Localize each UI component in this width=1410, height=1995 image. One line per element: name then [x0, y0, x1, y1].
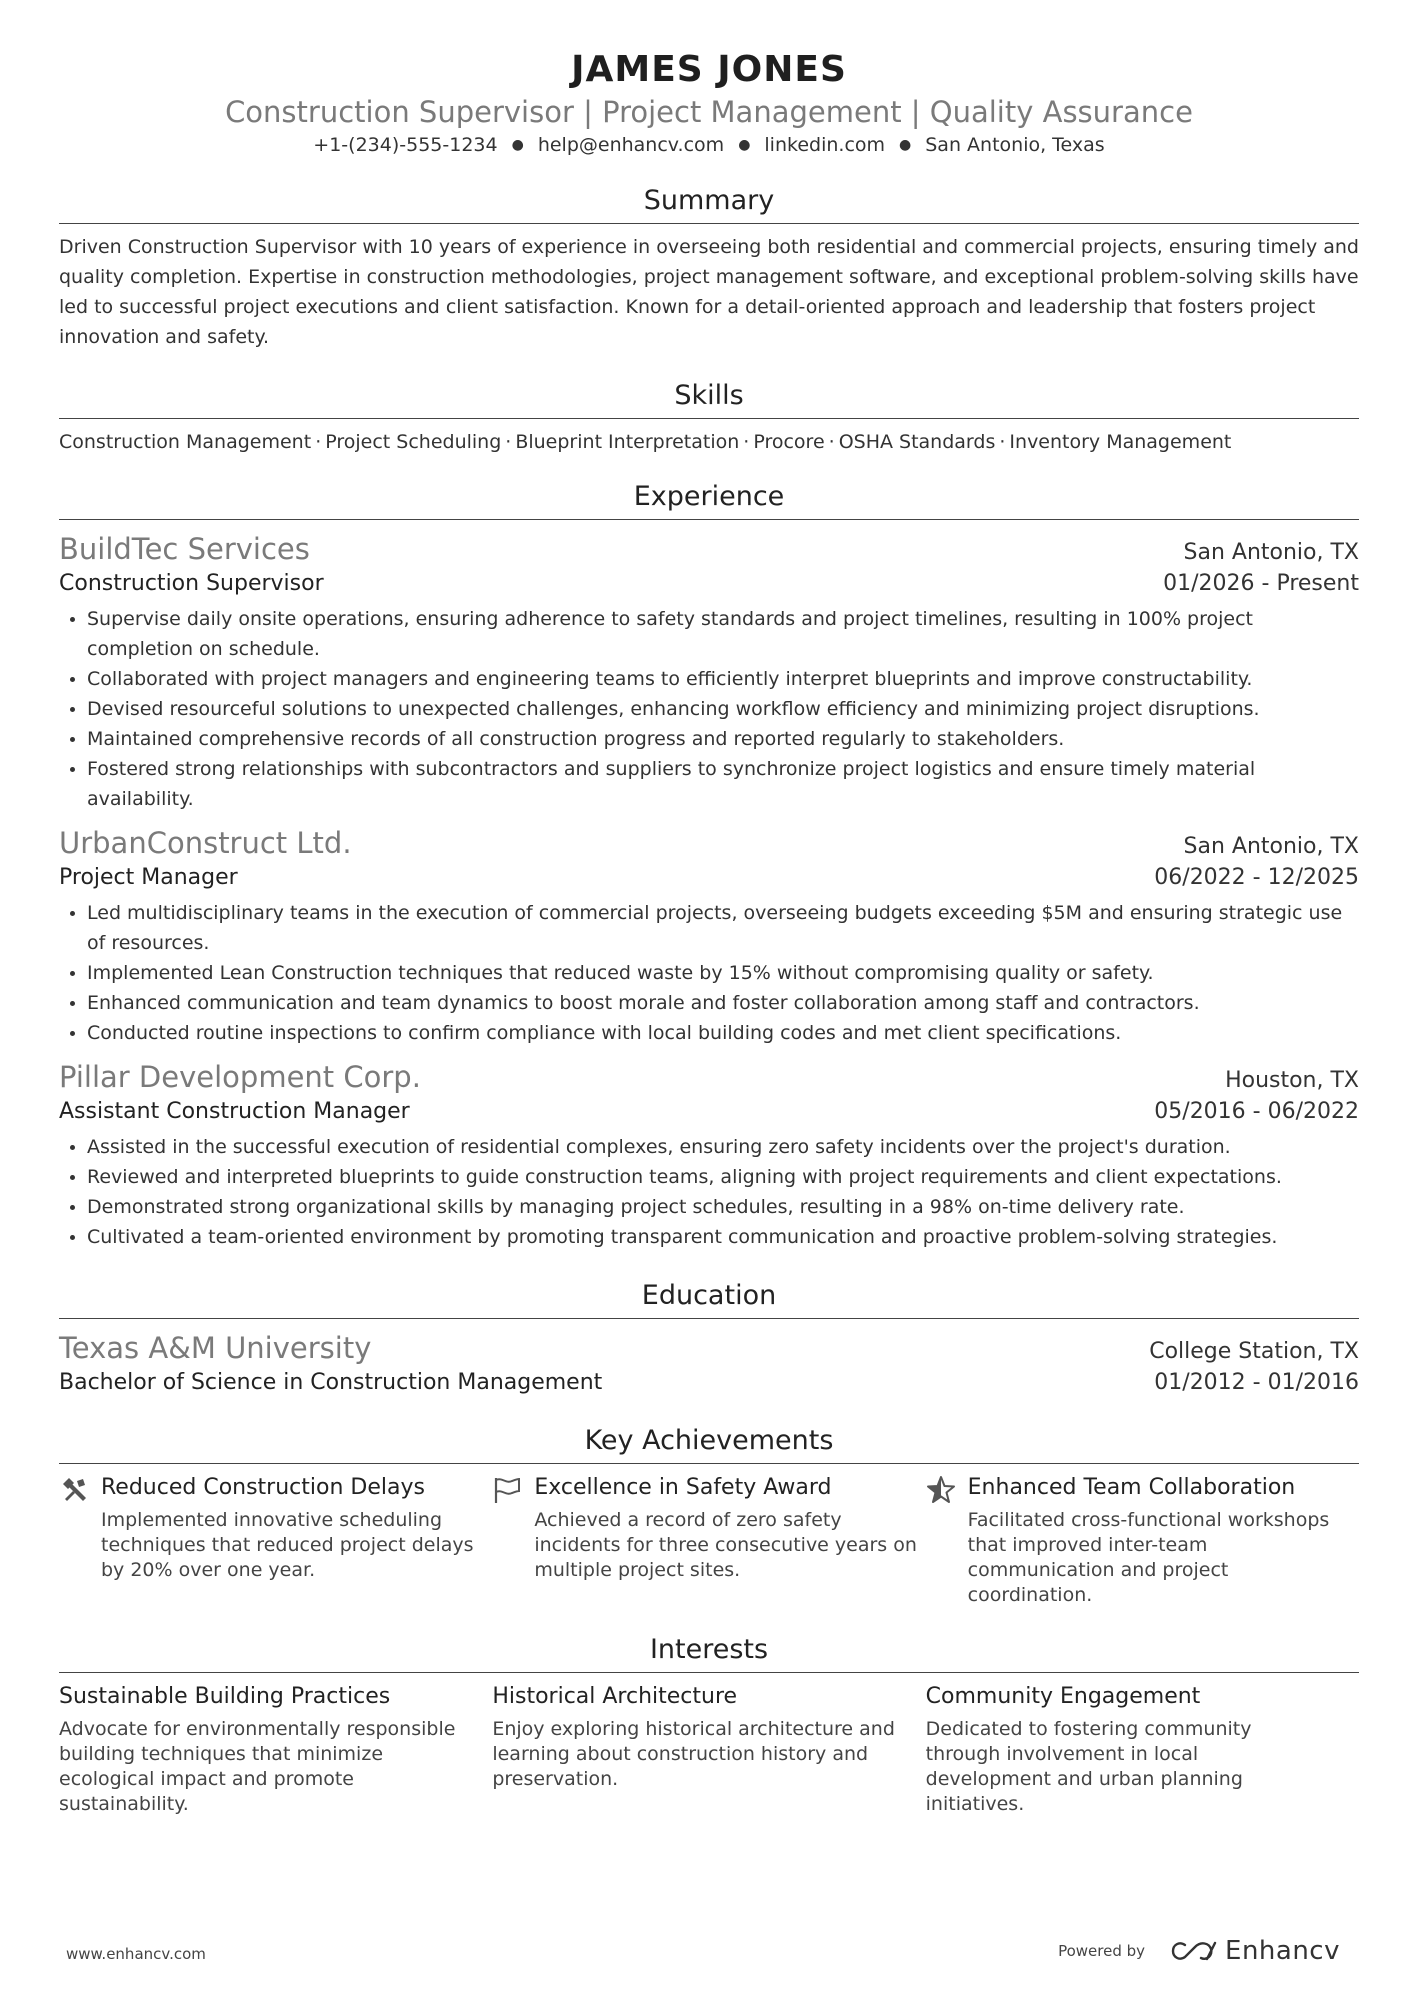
company-name: BuildTec Services [59, 532, 310, 566]
job-role: Project Manager [59, 865, 238, 890]
job-bullet: • Demonstrated strong organizational skills by managing project schedules, resulting in a 98% on-time delivery rate. [87, 1192, 1359, 1222]
job-dates: 06/2022 - 12/2025 [1154, 865, 1359, 890]
summary-text: Driven Construction Supervisor with 10 years of experience in overseeing both residential and commercial projects, ensuring timely and quality completion. Expertise in construction methodologies, project management software, and exceptional problem-solving skills have led to successful project executions and client satisfaction. Known for a detail-oriented approach and leadership that fosters project innovation and safety. [59, 236, 1359, 348]
footer-branding[interactable] [1058, 1936, 1340, 1966]
skill-item: Project Scheduling [325, 431, 502, 453]
job-entry [59, 530, 1359, 814]
skill-item: Blueprint Interpretation [515, 431, 740, 453]
achievement-item [926, 1472, 1359, 1608]
skill-item: OSHA Standards [838, 431, 996, 453]
experience-title: Experience [59, 479, 1359, 520]
education-dates: 01/2012 - 01/2016 [1154, 1370, 1359, 1395]
achievements-section [59, 1423, 1359, 1608]
achievement-title: Enhanced Team Collaboration [967, 1475, 1296, 1500]
job-bullet: • Led multidisciplinary teams in the execution of commercial projects, overseeing budgets exceeding $5M and ensuring strategic use of resources. [87, 898, 1359, 958]
skills-list [59, 427, 1359, 457]
skill-item: Construction Management [59, 431, 312, 453]
achievement-title: Reduced Construction Delays [101, 1475, 425, 1500]
job-role: Assistant Construction Manager [59, 1099, 410, 1124]
achievements-title: Key Achievements [59, 1423, 1359, 1464]
job-bullet: • Conducted routine inspections to confirm compliance with local building codes and met client specifications. [87, 1018, 1359, 1048]
separator-dot: ● [738, 137, 751, 153]
skills-title: Skills [59, 378, 1359, 419]
flag-icon [492, 1475, 522, 1505]
achievement-title: Excellence in Safety Award [534, 1475, 832, 1500]
email[interactable]: help@enhancv.com [537, 134, 725, 156]
candidate-subtitle: Construction Supervisor | Project Management | Quality Assurance [225, 95, 1193, 129]
skills-section [59, 378, 1359, 457]
interest-item [59, 1681, 492, 1817]
degree: Bachelor of Science in Construction Management [59, 1370, 603, 1395]
summary-title: Summary [59, 183, 1359, 224]
job-dates: 01/2026 - Present [1163, 571, 1359, 596]
star-icon [926, 1475, 956, 1505]
job-entry [59, 824, 1359, 1048]
skill-item: Procore [753, 431, 825, 453]
achievement-item [59, 1472, 492, 1608]
interest-desc: Dedicated to fostering community through involvement in local development and urban planning initiatives. [925, 1718, 1252, 1815]
interest-title: Community Engagement [925, 1684, 1201, 1709]
achievement-desc: Achieved a record of zero safety incidents for three consecutive years on multiple project sites. [534, 1509, 917, 1581]
linkedin[interactable]: linkedin.com [764, 134, 886, 156]
interest-title: Sustainable Building Practices [59, 1684, 391, 1709]
achievements-grid [59, 1472, 1359, 1608]
achievement-desc: Facilitated cross-functional workshops that improved inter-team communication and project coordination. [967, 1509, 1330, 1606]
interest-item [492, 1681, 925, 1817]
achievement-desc: Implemented innovative scheduling techniques that reduced project delays by 20% over one year. [101, 1509, 474, 1581]
job-bullets [59, 604, 1359, 814]
education-section [59, 1278, 1359, 1399]
interest-title: Historical Architecture [492, 1684, 738, 1709]
job-bullet: • Fostered strong relationships with subcontractors and suppliers to synchronize project logistics and ensure timely material availability. [87, 754, 1359, 814]
job-bullet: • Maintained comprehensive records of all construction progress and reported regularly to stakeholders. [87, 724, 1359, 754]
job-location: San Antonio, TX [1183, 540, 1359, 565]
interests-section [59, 1632, 1359, 1817]
job-location: San Antonio, TX [1183, 834, 1359, 859]
job-bullets [59, 898, 1359, 1048]
tools-icon [59, 1475, 89, 1505]
job-bullets [59, 1132, 1359, 1252]
school-name: Texas A&M University [59, 1331, 372, 1365]
separator-dot: ● [511, 137, 524, 153]
skill-separator: · [999, 431, 1006, 453]
job-location: Houston, TX [1225, 1068, 1359, 1093]
phone: +1-(234)-555-1234 [313, 134, 498, 156]
school-location: College Station, TX [1149, 1339, 1359, 1364]
skill-item: Inventory Management [1009, 431, 1232, 453]
job-entry [59, 1058, 1359, 1252]
education-title: Education [59, 1278, 1359, 1319]
interest-desc: Enjoy exploring historical architecture and learning about construction history and preservation. [492, 1718, 895, 1790]
interest-item [926, 1681, 1359, 1817]
education-entry [59, 1329, 1359, 1399]
enhancv-logo-icon [1171, 1939, 1217, 1963]
interests-grid [59, 1681, 1359, 1817]
skill-separator: · [828, 431, 835, 453]
footer-website[interactable]: www.enhancv.com [66, 1945, 206, 1963]
company-name: Pillar Development Corp. [59, 1060, 421, 1094]
powered-by-label: Powered by [1058, 1942, 1146, 1960]
skill-separator: · [743, 431, 750, 453]
job-role: Construction Supervisor [59, 571, 324, 596]
separator-dot: ● [899, 137, 912, 153]
resume-page [59, 0, 1359, 1817]
contact-line [59, 131, 1359, 161]
candidate-name: JAMES JONES [571, 49, 847, 90]
job-bullet: • Cultivated a team-oriented environment by promoting transparent communication and proactive problem-solving strategies. [87, 1222, 1359, 1252]
company-name: UrbanConstruct Ltd. [59, 826, 352, 860]
achievement-item [492, 1472, 925, 1608]
skill-separator: · [505, 431, 512, 453]
location: San Antonio, Texas [925, 134, 1105, 156]
experience-section [59, 479, 1359, 1252]
brand-name: Enhancv [1225, 1936, 1340, 1966]
job-dates: 05/2016 - 06/2022 [1154, 1099, 1359, 1124]
interests-title: Interests [59, 1632, 1359, 1673]
interest-desc: Advocate for environmentally responsible building techniques that minimize ecological impact and promote sustainability. [59, 1718, 456, 1815]
job-bullet: • Supervise daily onsite operations, ensuring adherence to safety standards and project timelines, resulting in 100% project completion on schedule. [87, 604, 1359, 664]
job-bullet: • Reviewed and interpreted blueprints to guide construction teams, aligning with project requirements and client expectations. [87, 1162, 1359, 1192]
job-bullet: • Devised resourceful solutions to unexpected challenges, enhancing workflow efficiency and minimizing project disruptions. [87, 694, 1359, 724]
job-bullet: • Enhanced communication and team dynamics to boost morale and foster collaboration among staff and contractors. [87, 988, 1359, 1018]
job-bullet: • Implemented Lean Construction techniques that reduced waste by 15% without compromising quality or safety. [87, 958, 1359, 988]
skill-separator: · [315, 431, 322, 453]
summary-section [59, 183, 1359, 352]
job-bullet: • Assisted in the successful execution of residential complexes, ensuring zero safety incidents over the project's duration. [87, 1132, 1359, 1162]
job-bullet: • Collaborated with project managers and engineering teams to efficiently interpret blueprints and improve constructability. [87, 664, 1359, 694]
